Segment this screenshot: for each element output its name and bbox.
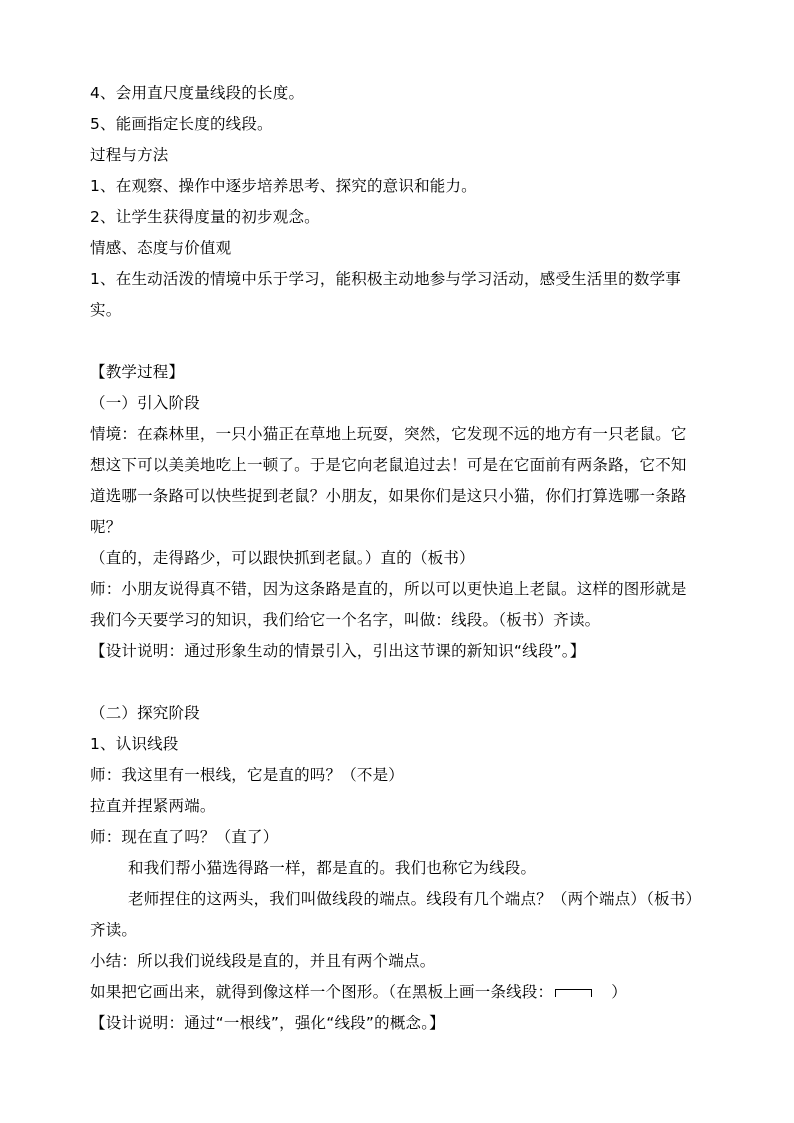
segment-endpoint-right: [591, 989, 592, 997]
stage1-scenario-line-3: 道选哪一条路可以快些捉到老鼠？小朋友，如果你们是这只小猫，你们打算选哪一条路: [90, 487, 687, 505]
stage1-teacher-line-2: 我们今天要学习的知识，我们给它一个名字，叫做：线段。（板书）齐读。: [90, 611, 601, 629]
document-page: [90, 78, 704, 1039]
stage1-answer: （直的，走得路少，可以跟快抓到老鼠。）直的（板书）: [90, 549, 475, 567]
stage2-design-note: 【设计说明：通过“一根线”，强化“线段”的概念。】: [90, 1014, 445, 1032]
stage2-text-5-line-2: 齐读。: [90, 921, 138, 939]
spacer: [90, 667, 704, 698]
attitude-heading: 情感、态度与价值观: [90, 239, 232, 257]
stage2-title: （二）探究阶段: [90, 704, 200, 722]
attitude-item-1-line-2: 实。: [90, 301, 122, 319]
spacer: [90, 326, 704, 357]
stage2-text-1: 师：我这里有一根线，它是直的吗？（不是）: [90, 766, 405, 784]
teaching-process-heading: 【教学过程】: [90, 363, 185, 381]
stage2-summary: 小结：所以我们说线段是直的，并且有两个端点。: [90, 952, 436, 970]
stage2-draw-prefix: 如果把它画出来，就得到像这样一个图形。（在黑板上画一条线段：: [90, 983, 554, 1001]
stage1-design-note: 【设计说明：通过形象生动的情景引入，引出这节课的新知识“线段”。】: [90, 642, 586, 660]
process-method-heading: 过程与方法: [90, 146, 169, 164]
stage1-scenario-line-1: 情境：在森林里，一只小猫正在草地上玩耍，突然，它发现不远的地方有一只老鼠。它: [90, 425, 687, 443]
stage1-scenario-line-4: 呢？: [90, 518, 122, 536]
process-method-item-1: 1、在观察、操作中逐步培养思考、探究的意识和能力。: [90, 177, 477, 195]
stage2-draw-suffix: ）: [611, 983, 627, 1001]
stage2-text-3: 师：现在直了吗？（直了）: [90, 828, 279, 846]
stage1-teacher-line-1: 师：小朋友说得真不错，因为这条路是直的，所以可以更快追上老鼠。这样的图形就是: [90, 580, 687, 598]
stage2-sub-1: 1、认识线段: [90, 735, 179, 753]
stage2-text-2: 拉直并捏紧两端。: [90, 797, 216, 815]
objective-item-4: 4、会用直尺度量线段的长度。: [90, 84, 305, 102]
line-segment-drawing: [555, 987, 593, 999]
stage2-draw-line: [90, 977, 704, 1008]
attitude-item-1-line-1: 1、在生动活泼的情境中乐于学习，能积极主动地参与学习活动，感受生活里的数学事: [90, 270, 681, 288]
stage2-text-4: 和我们帮小猫选得路一样，都是直的。我们也称它为线段。: [128, 859, 537, 877]
stage1-scenario-line-2: 想这下可以美美地吃上一顿了。于是它向老鼠追过去！可是在它面前有两条路，它不知: [90, 456, 687, 474]
process-method-item-2: 2、让学生获得度量的初步观念。: [90, 208, 320, 226]
objective-item-5: 5、能画指定长度的线段。: [90, 115, 273, 133]
stage2-text-5-line-1: 老师捏住的这两头，我们叫做线段的端点。线段有几个端点？（两个端点）（板书）: [128, 890, 702, 908]
stage1-title: （一）引入阶段: [90, 394, 200, 412]
